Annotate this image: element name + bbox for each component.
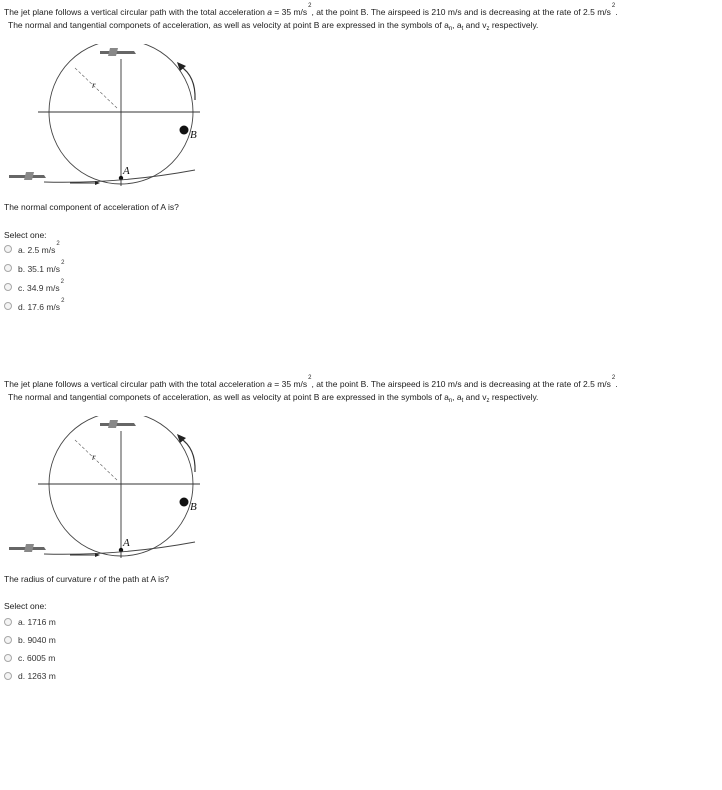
statement-line-1: The jet plane follows a vertical circular path with the total acceleration a = 35 $m/s^2$, at the point B. The airspeed is 210 m/s and is decreasing at the rate of 2.5 $m/s^2$. [4,375,618,389]
jet-plane-top-icon [100,48,136,56]
radio-button[interactable] [4,283,12,291]
option-c[interactable] [4,280,64,294]
option-a[interactable] [4,242,60,256]
option-label: d. 17.6 $m/s^2$ [18,297,65,312]
direction-arc-arrow [180,66,195,100]
option-d[interactable] [4,299,64,313]
jet-plane-top-icon [100,420,136,428]
point-b-marker [180,498,189,507]
direction-arc-arrow [180,438,195,472]
option-a[interactable] [4,615,56,629]
option-label: d. 1263 m [18,671,56,681]
flight-path-curve [44,542,195,554]
option-label: a. 1716 m [18,617,56,627]
option-label: a. 2.5 $m/s^2$ [18,240,60,255]
radio-button[interactable] [4,302,12,310]
radio-button[interactable] [4,264,12,272]
option-label: b. 9040 m [18,635,56,645]
statement-line-2: The normal and tangential componets of acceleration, as well as velocity at point B are expressed in the symbols of $a_n$, $a_t$ and $v_z$ respectively. [8,392,539,404]
label-a: A [123,165,130,177]
radio-button[interactable] [4,245,12,253]
jet-circular-path-figure [0,416,210,566]
flight-path-curve [44,170,195,182]
option-b[interactable] [4,633,56,647]
option-d[interactable] [4,669,56,683]
label-r: r [92,80,96,90]
option-label: c. 6005 m [18,653,56,663]
radio-button[interactable] [4,636,12,644]
label-r: r [92,452,96,462]
jet-circular-path-figure [0,44,210,194]
label-a: A [123,537,130,549]
label-b: B [190,129,197,141]
option-b[interactable] [4,261,64,275]
point-b-marker [180,126,189,135]
radio-button[interactable] [4,672,12,680]
radio-button[interactable] [4,618,12,626]
option-label: b. 35.1 $m/s^2$ [18,259,65,274]
option-c[interactable] [4,651,55,665]
radius-line [75,68,117,108]
radio-button[interactable] [4,654,12,662]
jet-plane-bottom-icon [9,544,46,552]
question-1-prompt: The normal component of acceleration of A is? [4,202,179,212]
jet-plane-bottom-icon [9,172,46,180]
statement-line-2: The normal and tangential componets of acceleration, as well as velocity at point B are expressed in the symbols of $a_n$, $a_t$ and $v_z$ respectively. [8,20,539,32]
question-2-prompt: The radius of curvature r of the path at A is? [4,574,169,584]
select-one-label: Select one: [4,601,47,611]
option-label: c. 34.9 $m/s^2$ [18,278,64,293]
statement-line-1: The jet plane follows a vertical circular path with the total acceleration a = 35 $m/s^2$, at the point B. The airspeed is 210 m/s and is decreasing at the rate of 2.5 $m/s^2$. [4,3,618,17]
label-b: B [190,501,197,513]
select-one-label: Select one: [4,230,47,240]
radius-line [75,440,117,480]
